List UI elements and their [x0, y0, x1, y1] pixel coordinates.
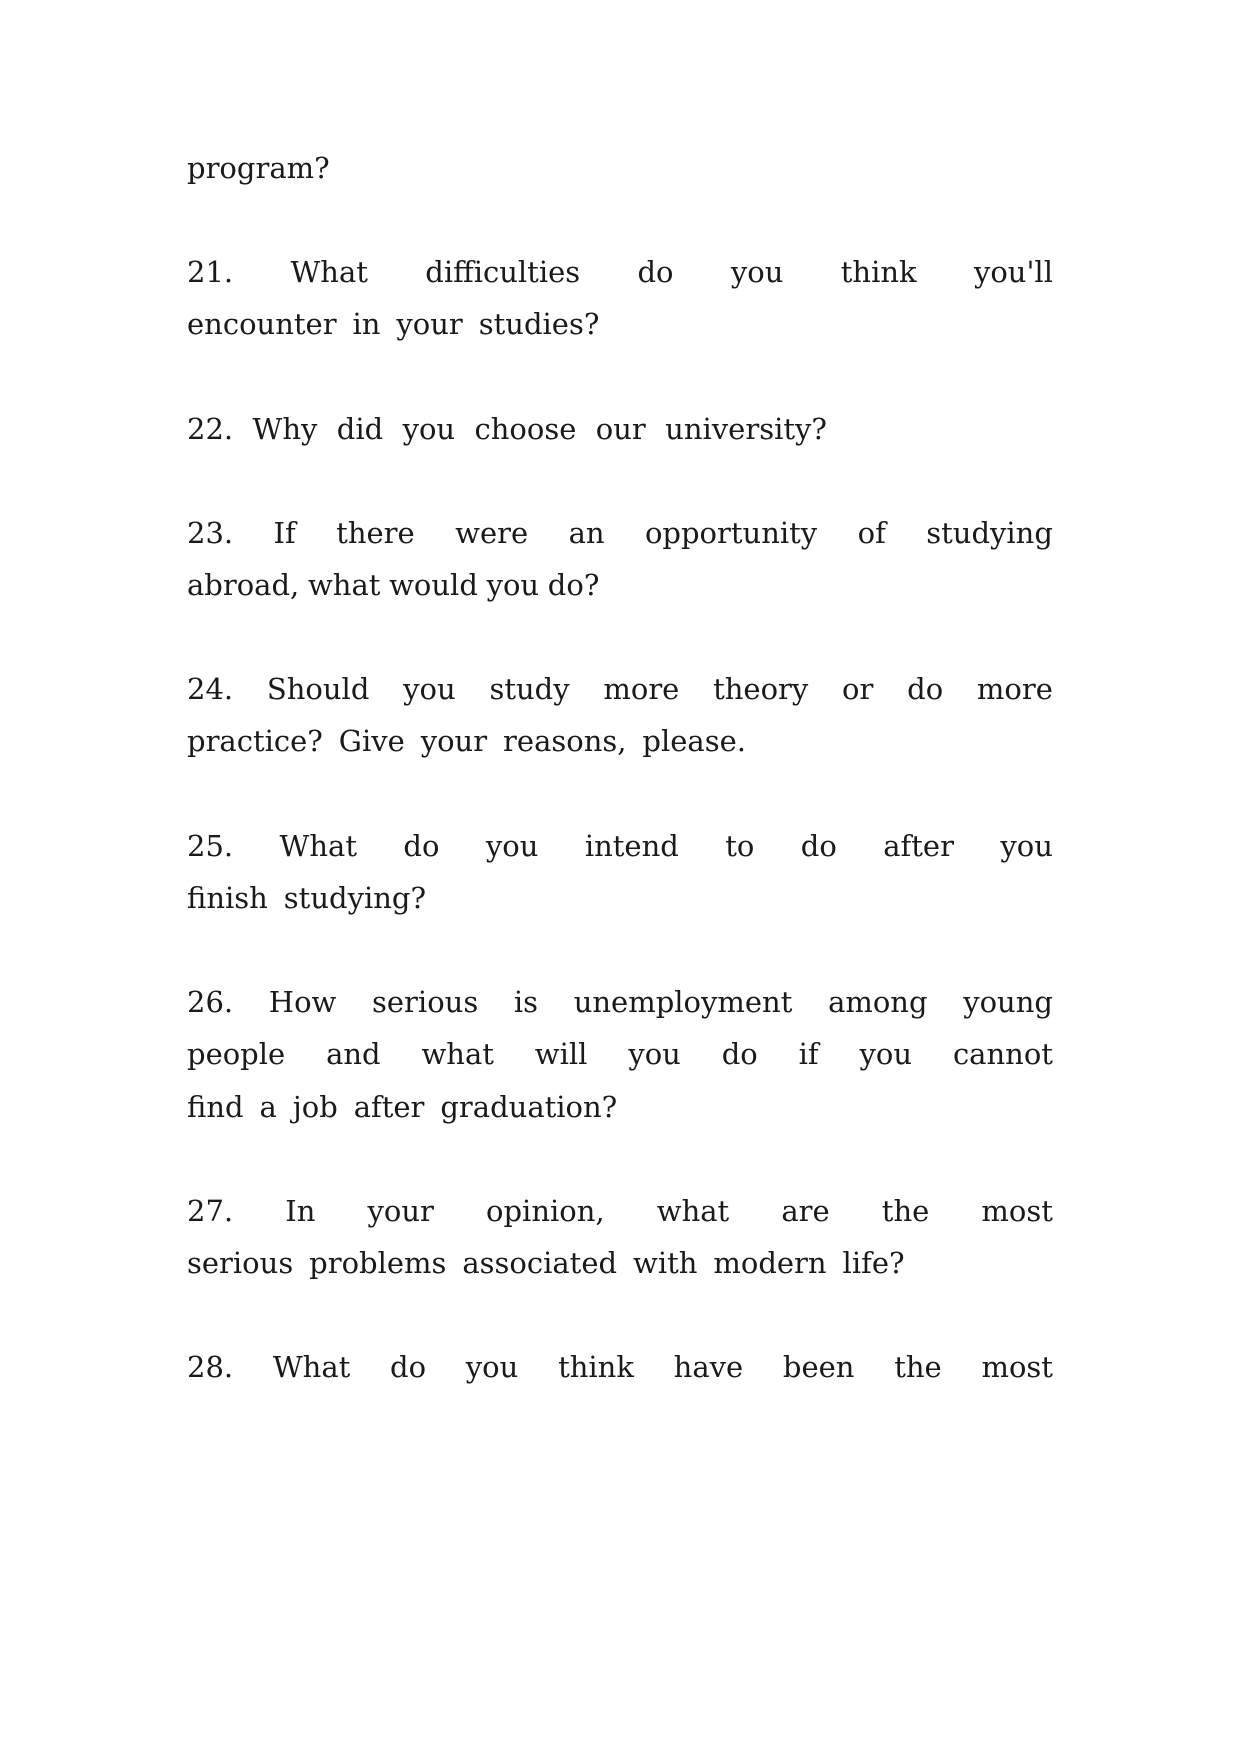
- word: think: [840, 255, 917, 289]
- word: cannot: [952, 1037, 1053, 1071]
- word: you'll: [973, 255, 1053, 289]
- word: you: [730, 255, 784, 289]
- text-line: [187, 565, 1053, 605]
- text-line: [187, 826, 1053, 866]
- word: an: [568, 516, 605, 550]
- word: people: [187, 1037, 286, 1071]
- word: opinion,: [486, 1194, 605, 1228]
- word: Should: [266, 672, 370, 706]
- text-line: [187, 982, 1053, 1022]
- word: problems: [309, 1246, 447, 1280]
- word: will: [534, 1037, 588, 1071]
- word: abroad,: [187, 568, 300, 602]
- word: there: [336, 516, 415, 550]
- word: find: [187, 1090, 244, 1124]
- text-line: [187, 878, 1053, 918]
- word: program?: [187, 151, 330, 185]
- word: reasons,: [503, 724, 627, 758]
- word: do: [390, 1350, 427, 1384]
- word: 28.: [187, 1350, 234, 1384]
- word: serious: [187, 1246, 294, 1280]
- word: among: [828, 985, 928, 1019]
- word: more: [976, 672, 1053, 706]
- word: Why: [252, 412, 318, 446]
- text-line: [187, 513, 1053, 553]
- word: you: [859, 1037, 913, 1071]
- word: you: [1000, 829, 1053, 863]
- word: with: [633, 1246, 698, 1280]
- word: 23.: [187, 516, 234, 550]
- word: you: [486, 568, 540, 602]
- word: study: [489, 672, 570, 706]
- word: the: [894, 1350, 942, 1384]
- word: What: [279, 829, 357, 863]
- word: choose: [474, 412, 577, 446]
- word: if: [798, 1037, 819, 1071]
- word: were: [455, 516, 529, 550]
- word: or: [842, 672, 874, 706]
- text-line: [187, 1191, 1053, 1231]
- word: What: [272, 1350, 351, 1384]
- word: job: [292, 1090, 338, 1124]
- text-line: [187, 1034, 1053, 1074]
- word: encounter: [187, 307, 337, 341]
- word: our: [595, 412, 646, 446]
- word: do: [800, 829, 837, 863]
- word: have: [673, 1350, 744, 1384]
- word: serious: [372, 985, 479, 1019]
- word: a: [259, 1090, 277, 1124]
- word: you: [485, 829, 539, 863]
- word: 25.: [187, 829, 234, 863]
- word: what: [421, 1037, 494, 1071]
- word: 21.: [187, 255, 234, 289]
- word: you: [465, 1350, 519, 1384]
- word: What: [290, 255, 368, 289]
- word: of: [857, 516, 886, 550]
- text-line: [187, 669, 1053, 709]
- text-line: [187, 1243, 1053, 1283]
- word: modern: [713, 1246, 827, 1280]
- word: do?: [547, 568, 600, 602]
- word: studying?: [283, 881, 427, 915]
- word: the: [881, 1194, 930, 1228]
- word: In: [285, 1194, 316, 1228]
- text-line: [187, 1087, 1053, 1127]
- word: young: [963, 985, 1053, 1019]
- text-line: [187, 409, 827, 449]
- word: do: [637, 255, 674, 289]
- word: your: [420, 724, 488, 758]
- word: most: [981, 1350, 1053, 1384]
- word: what: [307, 568, 381, 602]
- word: Give: [338, 724, 405, 758]
- word: would: [389, 568, 478, 602]
- word: is: [513, 985, 539, 1019]
- word: you: [403, 672, 456, 706]
- word: are: [781, 1194, 830, 1228]
- word: 26.: [187, 985, 234, 1019]
- word: studies?: [478, 307, 600, 341]
- word: think: [558, 1350, 634, 1384]
- word: studying: [926, 516, 1053, 550]
- text-line: [187, 304, 1053, 344]
- text-line: [187, 721, 1053, 761]
- word: How: [268, 985, 337, 1019]
- word: more: [603, 672, 680, 706]
- word: 24.: [187, 672, 234, 706]
- word: after: [883, 829, 954, 863]
- text-line: [187, 148, 1053, 188]
- word: difficulties: [425, 255, 581, 289]
- word: did: [336, 412, 384, 446]
- word: your: [367, 1194, 434, 1228]
- text-line: [187, 252, 1053, 292]
- word: finish: [187, 881, 268, 915]
- word: 27.: [187, 1194, 234, 1228]
- word: opportunity: [644, 516, 818, 550]
- word: been: [782, 1350, 855, 1384]
- word: unemployment: [573, 985, 793, 1019]
- word: and: [326, 1037, 381, 1071]
- word: practice?: [187, 724, 323, 758]
- text-line: [187, 1347, 1053, 1387]
- word: in: [352, 307, 381, 341]
- word: graduation?: [440, 1090, 618, 1124]
- word: do: [403, 829, 440, 863]
- word: theory: [713, 672, 809, 706]
- word: to: [725, 829, 755, 863]
- word: you: [402, 412, 456, 446]
- word: your: [396, 307, 463, 341]
- word: please.: [642, 724, 746, 758]
- word: what: [656, 1194, 730, 1228]
- word: after: [353, 1090, 425, 1124]
- word: intend: [584, 829, 679, 863]
- word: 22.: [187, 412, 234, 446]
- word: life?: [842, 1246, 905, 1280]
- word: associated: [462, 1246, 618, 1280]
- word: do: [907, 672, 944, 706]
- word: most: [981, 1194, 1053, 1228]
- word: If: [273, 516, 296, 550]
- word: university?: [665, 412, 827, 446]
- word: do: [721, 1037, 758, 1071]
- word: you: [628, 1037, 681, 1071]
